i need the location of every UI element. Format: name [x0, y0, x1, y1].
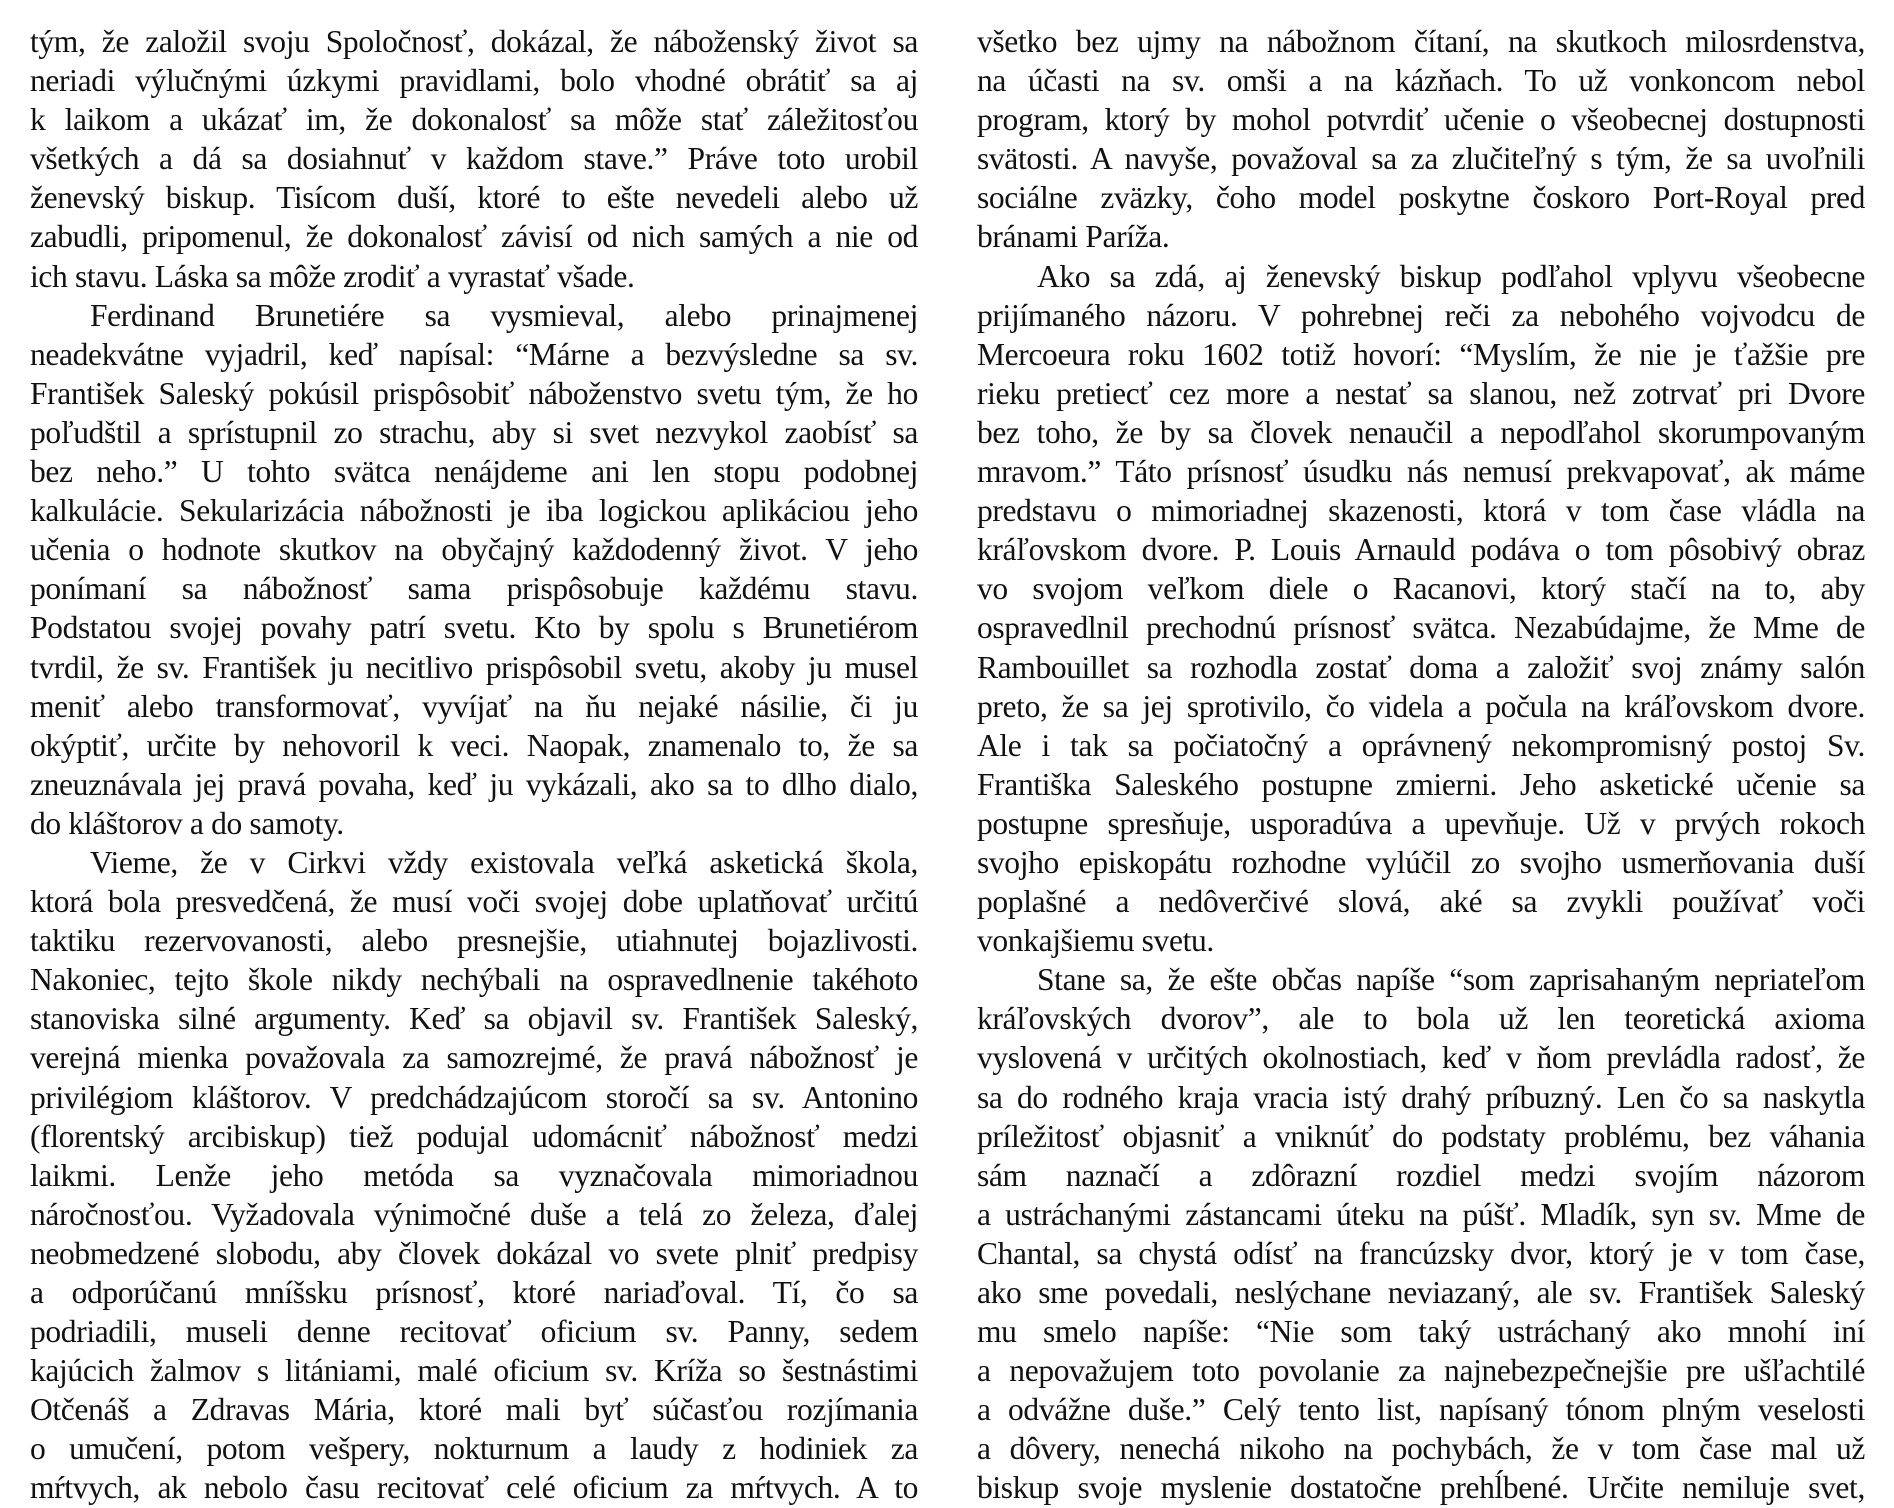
text-line: okýptiť, určite by nehovoril k veci. Naopak, znamenalo to, že sa — [30, 727, 918, 763]
text-line: Otčenáš a Zdravas Mária, ktoré mali byť súčasťou rozjímania — [30, 1392, 918, 1428]
text-line: bránami Paríža. — [977, 219, 1170, 255]
text-line: svojho episkopátu rozhodne vylúčil zo svojho usmerňovania duší — [977, 844, 1865, 880]
paragraph — [977, 22, 1865, 257]
paragraph — [977, 960, 1865, 1507]
text-line: Stane sa, že ešte občas napíše “som zaprisahaným nepriateľom — [1037, 962, 1865, 998]
text-line: meniť alebo transformovať, vyvíjať na ňu nejaké násilie, či ju — [30, 688, 918, 724]
text-line: laikmi. Lenže jeho metóda sa vyznačovala mimoriadnou — [30, 1157, 918, 1193]
text-line: poľudštil a sprístupnil zo strachu, aby si svet nezvykol zaobísť sa — [30, 414, 918, 450]
text-line: zneuznávala jej pravá povaha, keď ju vykázali, ako sa to dlho dialo, — [30, 766, 918, 802]
text-line: kalkulácie. Sekularizácia nábožnosti je iba logickou aplikáciou jeho — [30, 493, 918, 529]
text-line: a odporúčanú mníšsku prísnosť, ktoré nariaďoval. Tí, čo sa — [30, 1275, 918, 1310]
paragraph — [30, 843, 918, 1508]
paragraph — [977, 257, 1865, 961]
text-line: vo svojom veľkom diele o Racanovi, ktorý stačí na to, aby — [977, 571, 1865, 607]
text-line: všetko bez ujmy na nábožnom čítaní, na skutkoch milosrdenstva, — [977, 24, 1865, 59]
text-line: prijímaného názoru. V pohrebnej reči za nebohého vojvodcu de — [977, 297, 1865, 333]
text-line: Vieme, že v Cirkvi vždy existovala veľká asketická škola, — [90, 844, 918, 880]
text-line: program, ktorý by mohol potvrdiť učenie o všeobecnej dostupnosti — [977, 102, 1865, 138]
text-line: Mercoeura roku 1602 totiž hovorí: “Myslím, že nie je ťažšie pre — [977, 336, 1865, 372]
text-line: preto, že sa jej sprotivilo, čo videla a počula na kráľovskom dvore. — [977, 688, 1865, 724]
text-line: predstavu o mimoriadnej skazenosti, ktorá v tom čase vládla na — [977, 493, 1865, 529]
text-line: všetkých a dá sa dosiahnuť v každom stave.” Práve toto urobil — [30, 141, 918, 177]
text-line: poplašné a nedôverčivé slová, aké sa zvykli používať voči — [977, 884, 1865, 920]
text-line: ospravedlnil prechodnú prísnosť svätca. Nezabúdajme, že Mme de — [977, 610, 1865, 646]
text-line: kráľovských dvorov”, ale to bola už len teoretická axioma — [977, 1001, 1865, 1037]
text-line: ako sme povedali, neslýchane neviazaný, ale sv. František Saleský — [977, 1275, 1865, 1310]
text-line: ženevský biskup. Tisícom duší, ktoré to ešte nevedeli alebo už — [30, 180, 918, 216]
text-line: bez neho.” U tohto svätca nenájdeme ani len stopu podobnej — [30, 454, 918, 490]
text-line: sám naznačí a zdôrazní rozdiel medzi svojím názorom — [977, 1157, 1865, 1193]
paragraph — [30, 296, 918, 843]
text-line: ich stavu. Láska sa môže zrodiť a vyrastať všade. — [30, 258, 635, 294]
text-line: privilégiom kláštorov. V predchádzajúcom storočí sa sv. Antonino — [30, 1079, 918, 1115]
text-line: svätosti. A navyše, považoval sa za zlučiteľný s tým, že sa uvoľnili — [977, 141, 1865, 177]
text-line: Ale i tak sa počiatočný a oprávnený nekompromisný postoj Sv. — [977, 727, 1865, 763]
text-line: zabudli, pripomenul, že dokonalosť závisí od nich samých a nie od — [30, 219, 918, 255]
text-line: Podstatou svojej povahy patrí svetu. Kto by spolu s Brunetiérom — [30, 610, 918, 646]
text-line: taktiku rezervovanosti, alebo presnejšie, utiahnutej bojazlivosti. — [30, 923, 918, 959]
text-line: Rambouillet sa rozhodla zostať doma a založiť svoj známy salón — [977, 649, 1865, 685]
text-column-left — [30, 22, 918, 1508]
text-line: ponímaní sa nábožnosť sama prispôsobuje každému stavu. — [30, 571, 918, 607]
text-line: kajúcich žalmov s litániami, malé oficium sv. Kríža so šestnástimi — [30, 1353, 918, 1389]
text-line: biskup svoje myslenie dostatočne prehĺbené. Určite nemiluje svet, — [977, 1470, 1865, 1506]
text-column-right — [977, 22, 1865, 1508]
text-line: neadekvátne vyjadril, keď napísal: “Márne a bezvýsledne sa sv. — [30, 336, 918, 372]
text-line: rieku pretiecť cez more a nestať sa slanou, než zotrvať pri Dvore — [977, 375, 1865, 411]
text-line: k laikom a ukázať im, že dokonalosť sa môže stať záležitosťou — [30, 102, 918, 138]
text-line: do kláštorov a do samoty. — [30, 805, 344, 841]
text-line: sa do rodného kraja vracia istý drahý príbuzný. Len čo sa naskytla — [977, 1079, 1865, 1115]
text-line: vonkajšiemu svetu. — [977, 923, 1214, 959]
text-line: a ustráchanými zástancami úteku na púšť. Mladík, syn sv. Mme de — [977, 1196, 1865, 1232]
text-line: vyslovená v určitých okolnostiach, keď v ňom prevládla radosť, že — [977, 1040, 1865, 1076]
text-line: stanoviska silné argumenty. Keď sa objavil sv. František Saleský, — [30, 1001, 918, 1037]
text-line: a odvážne duše.” Celý tento list, napísaný tónom plným veselosti — [977, 1392, 1865, 1428]
text-line: učenia o hodnote skutkov na obyčajný každodenný život. V jeho — [30, 532, 918, 568]
text-line: kráľovskom dvore. P. Louis Arnauld podáva o tom pôsobivý obraz — [977, 532, 1865, 568]
text-line: na účasti na sv. omši a na kázňach. To už vonkoncom nebol — [977, 63, 1865, 99]
text-line: mravom.” Táto prísnosť úsudku nás nemusí prekvapovať, ak máme — [977, 454, 1865, 490]
text-line: mu smelo napíše: “Nie som taký ustráchaný ako mnohí iní — [977, 1314, 1865, 1350]
text-line: Ako sa zdá, aj ženevský biskup podľahol vplyvu všeobecne — [1037, 258, 1865, 294]
text-line: ktorá bola presvedčená, že musí voči svojej dobe uplatňovať určitú — [30, 884, 918, 920]
text-line: bez toho, že by sa človek nenaučil a nepodľahol skorumpovaným — [977, 414, 1865, 450]
text-line: Františka Saleského postupne zmierni. Jeho asketické učenie sa — [977, 766, 1865, 802]
text-line: sociálne zväzky, čoho model poskytne čoskoro Port-Royal pred — [977, 180, 1865, 216]
text-line: postupne spresňuje, usporadúva a upevňuje. Už v prvých rokoch — [977, 805, 1865, 841]
text-line: a nepovažujem toto povolanie za najnebezpečnejšie pre ušľachtilé — [977, 1353, 1865, 1389]
text-line: (florentský arcibiskup) tiež podujal udomácniť nábožnosť medzi — [30, 1118, 918, 1154]
text-line: tým, že založil svoju Spoločnosť, dokázal, že náboženský život sa — [30, 24, 918, 59]
text-line: mŕtvych, ak nebolo času recitovať celé oficium za mŕtvych. A to — [30, 1470, 918, 1506]
text-line: podriadili, museli denne recitovať oficium sv. Panny, sedem — [30, 1314, 918, 1350]
text-line: neobmedzené slobodu, aby človek dokázal vo svete plniť predpisy — [30, 1235, 918, 1271]
text-line: neriadi výlučnými úzkymi pravidlami, bolo vhodné obrátiť sa aj — [30, 63, 918, 99]
text-line: príležitosť objasniť a vniknúť do podstaty problému, bez váhania — [977, 1118, 1865, 1154]
text-line: náročnosťou. Vyžadovala výnimočné duše a telá zo železa, ďalej — [30, 1196, 918, 1232]
text-line: Ferdinand Brunetiére sa vysmieval, alebo prinajmenej — [90, 297, 918, 333]
paragraph — [30, 22, 918, 296]
text-line: tvrdil, že sv. František ju necitlivo prispôsobil svetu, akoby ju musel — [30, 649, 918, 685]
text-line: verejná mienka považovala za samozrejmé, že pravá nábožnosť je — [30, 1040, 918, 1076]
text-line: Nakoniec, tejto škole nikdy nechýbali na ospravedlnenie takéhoto — [30, 962, 918, 998]
text-line: František Saleský pokúsil prispôsobiť náboženstvo svetu tým, že ho — [30, 375, 918, 411]
text-line: Chantal, sa chystá odísť na francúzsky dvor, ktorý je v tom čase, — [977, 1235, 1865, 1271]
text-line: o umučení, potom vešpery, nokturnum a laudy z hodiniek za — [30, 1431, 918, 1467]
text-line: a dôvery, nenechá nikoho na pochybách, že v tom čase mal už — [977, 1431, 1865, 1467]
